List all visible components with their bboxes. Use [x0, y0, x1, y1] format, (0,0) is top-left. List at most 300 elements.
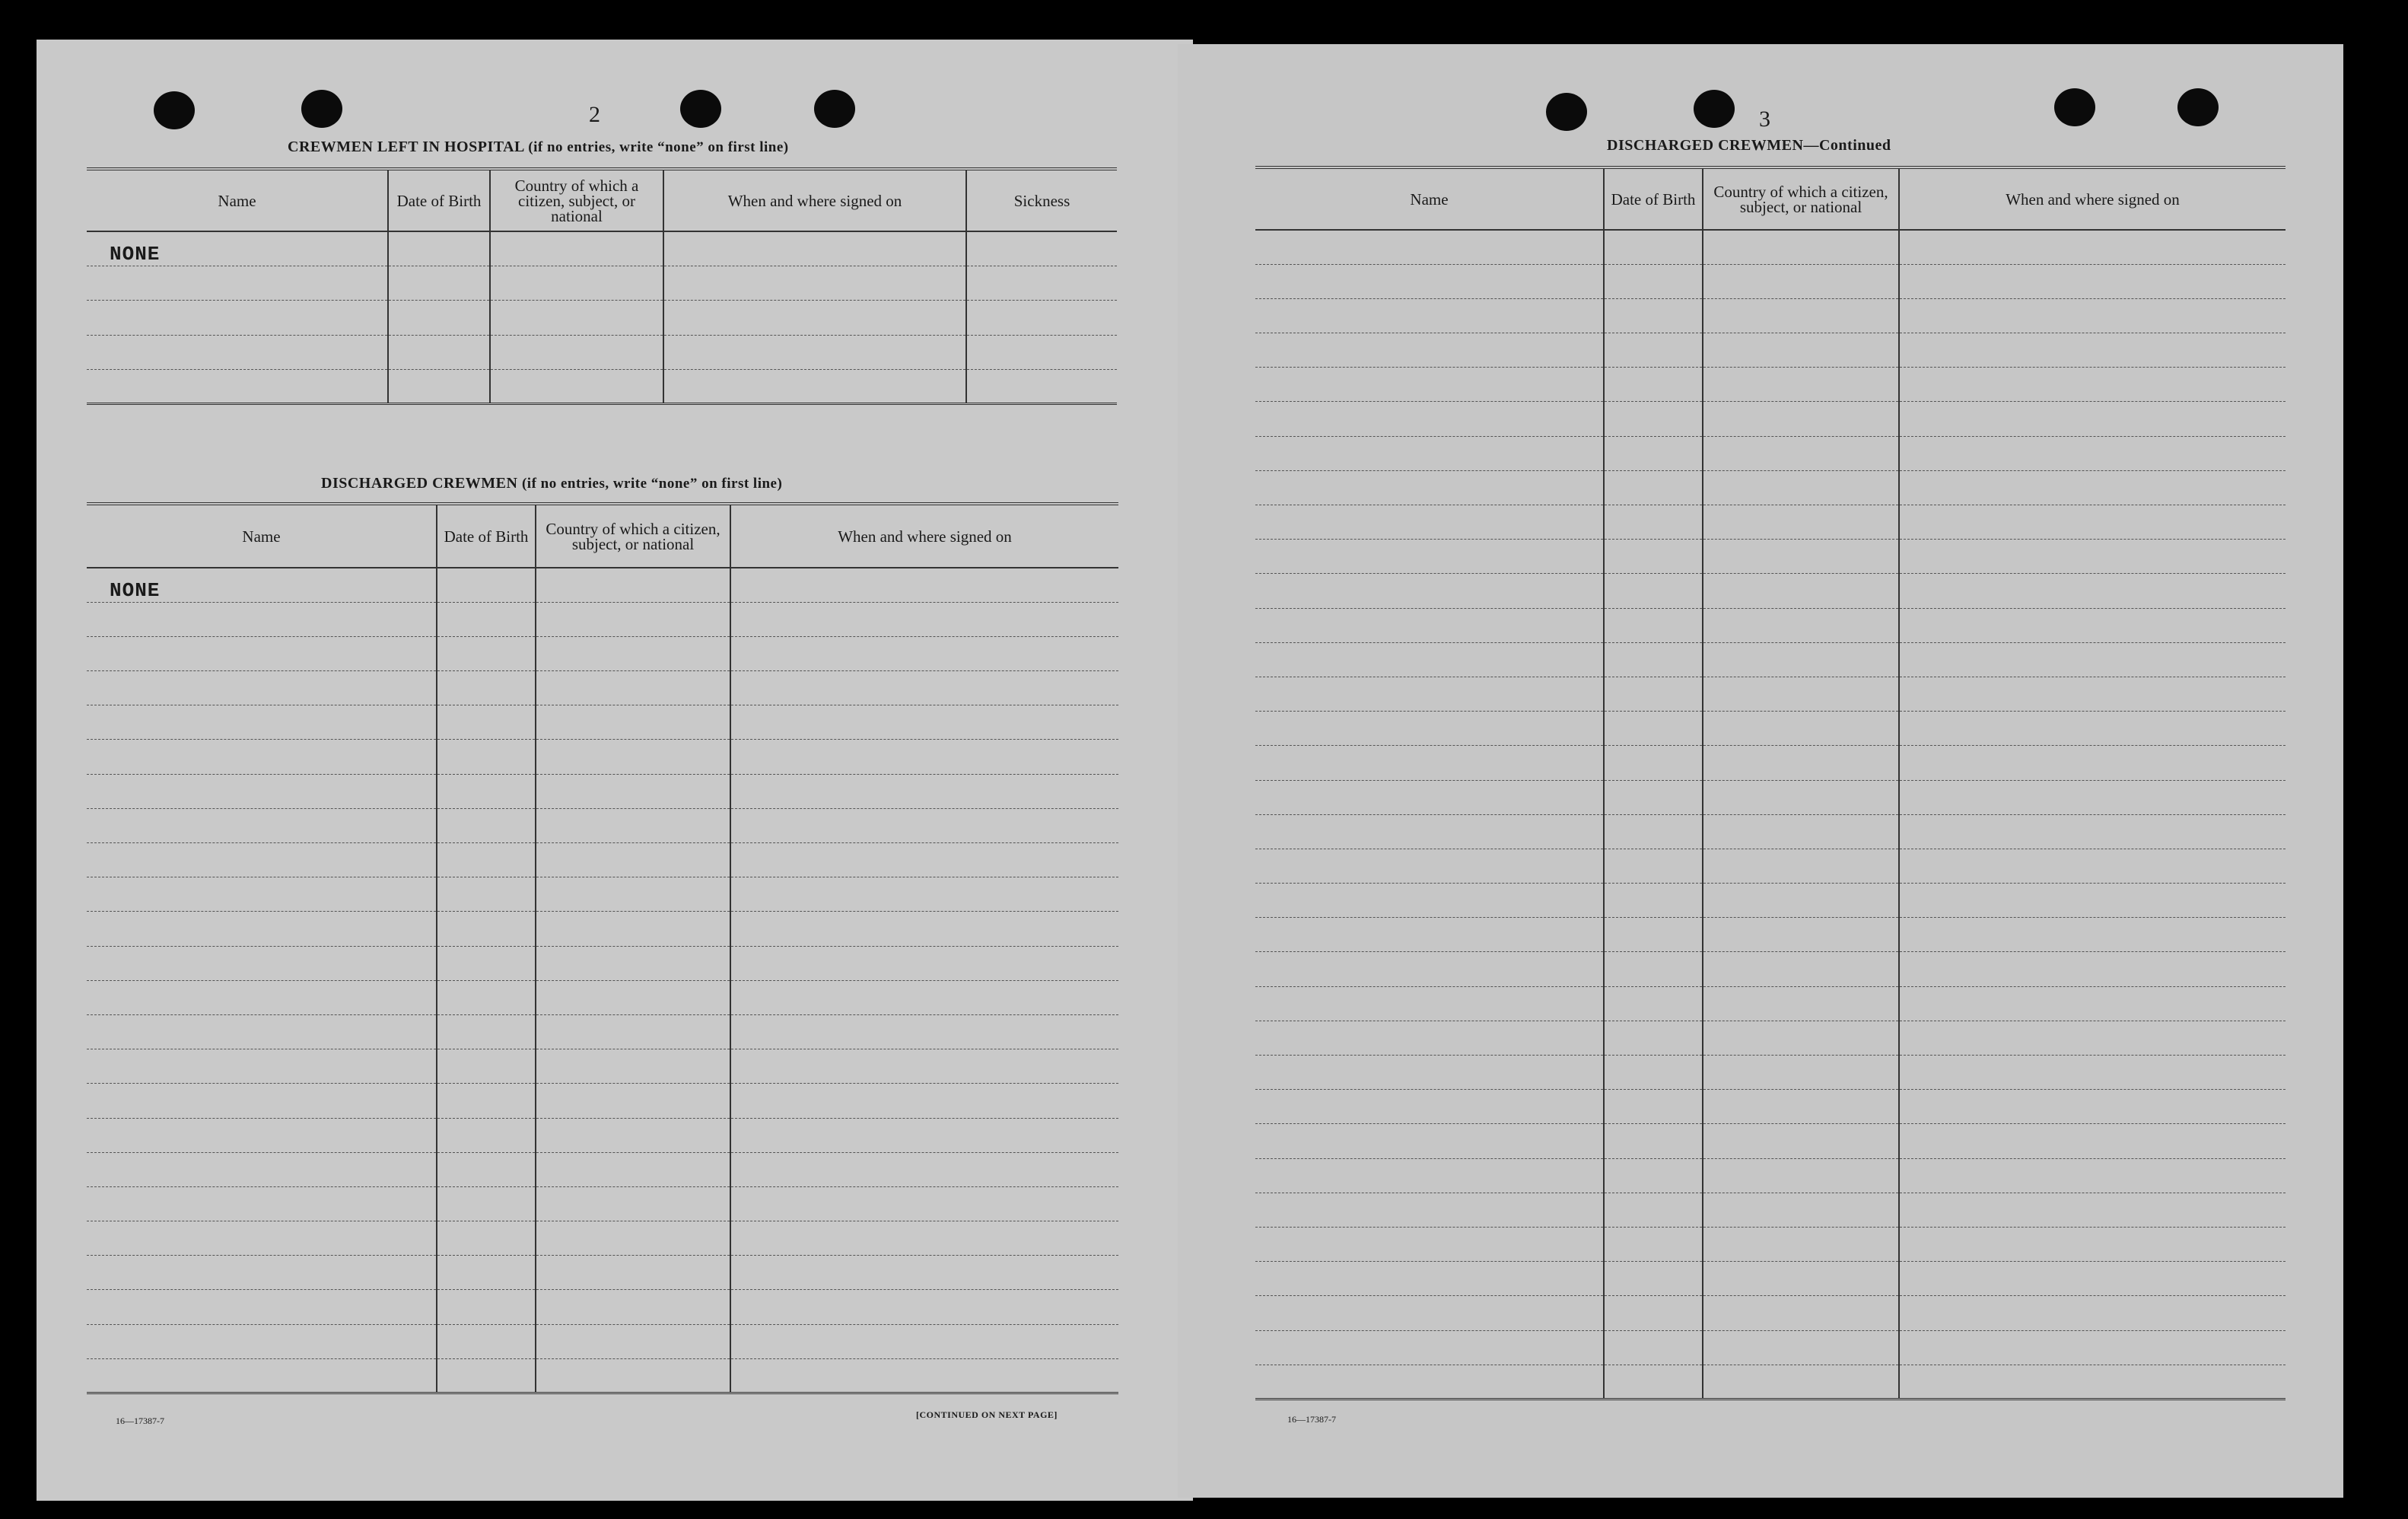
table-cell [1703, 1193, 1899, 1227]
table-cell [1703, 746, 1899, 780]
hospital-table-body [87, 231, 1117, 404]
table-cell [1255, 918, 1604, 952]
table-row [1255, 780, 2286, 814]
table-row [87, 1324, 1118, 1358]
table-row [1255, 368, 2286, 402]
table-cell [1703, 1158, 1899, 1193]
table-cell [437, 912, 536, 946]
table-cell [536, 705, 730, 740]
table-cell [1604, 1330, 1703, 1365]
table-cell [1255, 505, 1604, 540]
table-cell [1255, 952, 1604, 986]
table-cell [1899, 574, 2286, 608]
table-row [87, 266, 1117, 300]
table-cell [1703, 402, 1899, 436]
table-cell [1604, 333, 1703, 368]
table-row [1255, 642, 2286, 677]
table-cell [1703, 1021, 1899, 1055]
table-cell [1899, 608, 2286, 642]
table-cell [1255, 1296, 1604, 1330]
page-number: 2 [589, 102, 600, 127]
table-cell [1255, 368, 1604, 402]
right-page [1178, 44, 2343, 1498]
table-cell [1255, 1090, 1604, 1124]
table-cell [1604, 1193, 1703, 1227]
table-cell [437, 568, 536, 602]
form-number: 16—17387-7 [1287, 1414, 1336, 1425]
table-cell [966, 266, 1117, 300]
table-cell [1899, 884, 2286, 918]
discharged-table [87, 502, 1118, 1394]
table-cell [1703, 505, 1899, 540]
table-cell [437, 774, 536, 808]
table-cell [437, 1186, 536, 1221]
table-cell [1255, 677, 1604, 711]
table-cell [1604, 780, 1703, 814]
table-cell [663, 301, 966, 335]
table-cell [1899, 1056, 2286, 1090]
table-cell [1703, 333, 1899, 368]
table-cell [536, 568, 730, 602]
table-cell [1255, 1056, 1604, 1090]
table-cell [730, 568, 1118, 602]
punch-hole [680, 90, 721, 128]
table-row [1255, 436, 2286, 470]
table-cell [1604, 814, 1703, 849]
table-cell [1255, 436, 1604, 470]
table-cell [1703, 230, 1899, 264]
table-cell [536, 1290, 730, 1324]
table-row [1255, 1124, 2286, 1158]
table-cell [87, 1084, 437, 1118]
table-cell [437, 1084, 536, 1118]
table-row [1255, 230, 2286, 264]
table-cell [437, 1049, 536, 1084]
table-row [87, 231, 1117, 266]
table-cell [1899, 952, 2286, 986]
table-cell [87, 1049, 437, 1084]
table-cell [1899, 333, 2286, 368]
table-cell [87, 1256, 437, 1290]
table-cell [87, 1014, 437, 1049]
table-cell [1255, 814, 1604, 849]
table-cell [1255, 986, 1604, 1021]
table-cell [663, 370, 966, 404]
table-cell [1604, 952, 1703, 986]
table-cell [87, 774, 437, 808]
table-cell [1899, 402, 2286, 436]
table-cell [1703, 1124, 1899, 1158]
table-cell [1703, 677, 1899, 711]
table-cell [1604, 1090, 1703, 1124]
table-cell [1899, 1330, 2286, 1365]
table-cell [1703, 1056, 1899, 1090]
table-cell [730, 877, 1118, 912]
table-cell [730, 1152, 1118, 1186]
table-cell [730, 1014, 1118, 1049]
table-row [1255, 712, 2286, 746]
table-row [87, 912, 1118, 946]
table-cell [87, 740, 437, 774]
column-header: Sickness [966, 169, 1117, 231]
table-row [87, 602, 1118, 636]
table-cell [1604, 264, 1703, 298]
table-cell [1899, 1193, 2286, 1227]
table-cell [87, 1152, 437, 1186]
table-row [1255, 402, 2286, 436]
table-cell [730, 1358, 1118, 1393]
table-row [1255, 540, 2286, 574]
table-row [87, 1014, 1118, 1049]
table-cell [1899, 264, 2286, 298]
left-page [37, 40, 1193, 1501]
table-cell [1899, 712, 2286, 746]
table-cell [536, 740, 730, 774]
table-cell [1703, 470, 1899, 505]
table-cell [1899, 1296, 2286, 1330]
table-row [87, 877, 1118, 912]
table-cell [1255, 1262, 1604, 1296]
table-cell [1604, 849, 1703, 883]
table-cell [730, 1186, 1118, 1221]
table-cell [437, 1118, 536, 1152]
table-cell [1899, 642, 2286, 677]
table-cell [87, 912, 437, 946]
table-cell [388, 266, 490, 300]
table-row [87, 370, 1117, 404]
column-header: Country of which a citizen, subject, or national [1703, 167, 1899, 230]
table-cell [536, 1014, 730, 1049]
table-cell [1703, 1090, 1899, 1124]
table-cell [87, 636, 437, 670]
table-cell [437, 946, 536, 980]
punch-hole [1694, 90, 1735, 128]
table-cell [437, 1221, 536, 1256]
table-cell [536, 1152, 730, 1186]
table-cell [730, 671, 1118, 705]
continued-note: [CONTINUED ON NEXT PAGE] [916, 1409, 1058, 1420]
table-cell [730, 636, 1118, 670]
table-cell [1703, 986, 1899, 1021]
table-cell [730, 1256, 1118, 1290]
column-header: Country of which a citizen, subject, or national [536, 504, 730, 568]
table-cell [87, 266, 388, 300]
table-cell [1604, 1296, 1703, 1330]
table-row [1255, 1262, 2286, 1296]
table-cell [1604, 677, 1703, 711]
table-cell [1899, 814, 2286, 849]
page-number: 3 [1759, 107, 1770, 132]
punch-hole [301, 90, 342, 128]
table-cell [536, 1084, 730, 1118]
discharged-continued-table [1255, 166, 2286, 1400]
table-cell [536, 843, 730, 877]
table-cell [966, 370, 1117, 404]
table-cell [1604, 436, 1703, 470]
table-cell [87, 1186, 437, 1221]
table-cell [87, 335, 388, 369]
table-row [87, 1256, 1118, 1290]
table-cell [437, 877, 536, 912]
table-cell [730, 1221, 1118, 1256]
table-cell [1255, 1193, 1604, 1227]
table-cell [966, 301, 1117, 335]
table-cell [437, 602, 536, 636]
table-cell [490, 231, 663, 266]
table-cell [1899, 677, 2286, 711]
discharged-continued-table-body [1255, 230, 2286, 1399]
table-cell [87, 1221, 437, 1256]
table-cell [1604, 642, 1703, 677]
table-cell [87, 1290, 437, 1324]
table-cell [1899, 368, 2286, 402]
table-cell [1255, 1124, 1604, 1158]
table-cell [1255, 780, 1604, 814]
punch-hole [814, 90, 855, 128]
table-row [87, 568, 1118, 602]
table-cell [1703, 814, 1899, 849]
table-cell [1703, 540, 1899, 574]
table-cell [1703, 436, 1899, 470]
table-cell [87, 1358, 437, 1393]
table-cell [388, 335, 490, 369]
table-row [1255, 746, 2286, 780]
table-cell [1604, 712, 1703, 746]
table-cell [1703, 1262, 1899, 1296]
table-cell [1255, 333, 1604, 368]
table-cell [1255, 642, 1604, 677]
form-number: 16—17387-7 [116, 1416, 164, 1426]
table-cell [1703, 264, 1899, 298]
table-cell [730, 946, 1118, 980]
table-cell [1604, 298, 1703, 333]
table-cell [1255, 849, 1604, 883]
table-row [1255, 986, 2286, 1021]
table-cell [730, 1324, 1118, 1358]
table-cell [1899, 849, 2286, 883]
table-row [1255, 333, 2286, 368]
table-cell [730, 705, 1118, 740]
table-cell [1899, 1227, 2286, 1261]
table-cell [1899, 436, 2286, 470]
table-cell [730, 980, 1118, 1014]
table-cell [1899, 746, 2286, 780]
table-cell [1899, 986, 2286, 1021]
table-cell [1255, 1330, 1604, 1365]
table-cell [536, 1358, 730, 1393]
table-row [87, 774, 1118, 808]
table-cell [536, 912, 730, 946]
hospital-section-title [288, 139, 789, 156]
table-cell [437, 843, 536, 877]
table-cell [437, 1152, 536, 1186]
punch-hole [2177, 88, 2219, 126]
punch-hole [1546, 93, 1587, 131]
table-row [87, 1049, 1118, 1084]
table-cell [663, 335, 966, 369]
table-cell [1604, 230, 1703, 264]
table-cell [966, 231, 1117, 266]
table-cell [1703, 368, 1899, 402]
table-cell [1255, 298, 1604, 333]
table-cell [536, 602, 730, 636]
column-header: Date of Birth [388, 169, 490, 231]
table-row [87, 671, 1118, 705]
table-row [87, 1221, 1118, 1256]
table-cell [1255, 402, 1604, 436]
table-cell [1703, 780, 1899, 814]
table-cell [536, 877, 730, 912]
table-cell [1604, 540, 1703, 574]
table-row [87, 1084, 1118, 1118]
table-cell [87, 602, 437, 636]
first-entry: NONE [87, 568, 437, 602]
table-row [1255, 1090, 2286, 1124]
table-cell [536, 1118, 730, 1152]
first-entry: NONE [87, 231, 388, 266]
table-cell [490, 266, 663, 300]
table-cell [1604, 574, 1703, 608]
table-cell [1703, 952, 1899, 986]
table-cell [1703, 849, 1899, 883]
column-header: Date of Birth [1604, 167, 1703, 230]
table-cell [1255, 264, 1604, 298]
table-row [87, 335, 1117, 369]
discharged-title-note: (if no entries, write “none” on first line) [521, 476, 783, 492]
table-row [1255, 884, 2286, 918]
table-row [1255, 677, 2286, 711]
table-cell [437, 705, 536, 740]
table-cell [1255, 712, 1604, 746]
table-cell [536, 808, 730, 842]
column-header: When and where signed on [663, 169, 966, 231]
table-row [87, 1186, 1118, 1221]
table-cell [437, 980, 536, 1014]
table-cell [1255, 470, 1604, 505]
table-cell [966, 335, 1117, 369]
table-cell [730, 912, 1118, 946]
table-cell [1604, 505, 1703, 540]
table-cell [536, 980, 730, 1014]
table-cell [87, 671, 437, 705]
discharged-section-title [321, 475, 782, 492]
table-row [1255, 574, 2286, 608]
table-cell [1703, 918, 1899, 952]
table-cell [1255, 1365, 1604, 1399]
table-cell [87, 946, 437, 980]
table-row [1255, 1227, 2286, 1261]
table-cell [1703, 608, 1899, 642]
table-cell [536, 1256, 730, 1290]
table-cell [1899, 505, 2286, 540]
table-cell [1899, 298, 2286, 333]
column-header: Name [87, 169, 388, 231]
table-cell [87, 877, 437, 912]
table-cell [1255, 1021, 1604, 1055]
table-row [87, 1118, 1118, 1152]
table-row [87, 946, 1118, 980]
table-row [87, 808, 1118, 842]
table-cell [490, 301, 663, 335]
table-row [1255, 1021, 2286, 1055]
table-cell [536, 1221, 730, 1256]
table-cell [1604, 1227, 1703, 1261]
table-row [87, 740, 1118, 774]
table-row [1255, 264, 2286, 298]
table-cell [1255, 230, 1604, 264]
table-cell [1255, 884, 1604, 918]
table-cell [388, 301, 490, 335]
table-cell [536, 636, 730, 670]
table-row [1255, 814, 2286, 849]
table-cell [730, 774, 1118, 808]
table-cell [87, 1324, 437, 1358]
table-row [1255, 608, 2286, 642]
table-cell [1703, 712, 1899, 746]
table-row [1255, 470, 2286, 505]
table-cell [1899, 1365, 2286, 1399]
table-cell [388, 231, 490, 266]
table-cell [1604, 1056, 1703, 1090]
table-cell [1255, 574, 1604, 608]
table-cell [87, 370, 388, 404]
table-cell [437, 1290, 536, 1324]
table-cell [536, 1324, 730, 1358]
table-cell [1899, 1021, 2286, 1055]
table-cell [730, 1084, 1118, 1118]
hospital-table [87, 167, 1117, 405]
column-header: Name [87, 504, 437, 568]
table-cell [730, 740, 1118, 774]
table-cell [663, 266, 966, 300]
discharged-title-text: DISCHARGED CREWMEN [321, 475, 518, 492]
table-cell [1604, 746, 1703, 780]
table-cell [1899, 1158, 2286, 1193]
hospital-title-note: (if no entries, write “none” on first line) [528, 139, 789, 155]
table-cell [1899, 1124, 2286, 1158]
table-cell [1255, 1158, 1604, 1193]
hospital-title-text: CREWMEN LEFT IN HOSPITAL [288, 139, 524, 155]
table-cell [663, 231, 966, 266]
table-row [1255, 849, 2286, 883]
table-cell [730, 602, 1118, 636]
table-cell [1255, 746, 1604, 780]
table-cell [1604, 1124, 1703, 1158]
table-cell [730, 1049, 1118, 1084]
right-section-title: DISCHARGED CREWMEN—Continued [1607, 137, 1891, 154]
table-cell [1703, 1296, 1899, 1330]
table-cell [87, 1118, 437, 1152]
table-cell [437, 636, 536, 670]
table-cell [730, 843, 1118, 877]
punch-hole [154, 91, 195, 129]
table-cell [1604, 918, 1703, 952]
table-row [1255, 1056, 2286, 1090]
table-row [1255, 952, 2286, 986]
table-cell [1604, 402, 1703, 436]
table-cell [1703, 642, 1899, 677]
table-cell [1899, 1090, 2286, 1124]
table-row [87, 980, 1118, 1014]
table-row [1255, 918, 2286, 952]
table-cell [437, 1014, 536, 1049]
table-row [1255, 298, 2286, 333]
table-cell [1899, 918, 2286, 952]
table-cell [1703, 884, 1899, 918]
table-cell [1604, 1021, 1703, 1055]
table-cell [1604, 1158, 1703, 1193]
table-cell [87, 980, 437, 1014]
